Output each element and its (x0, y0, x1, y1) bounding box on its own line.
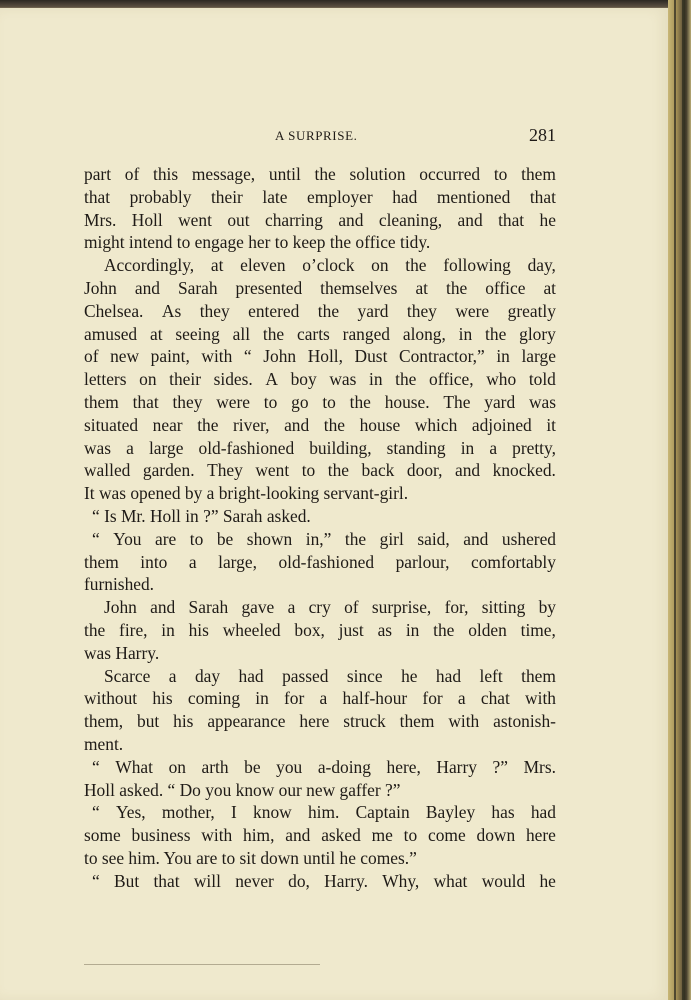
word: paint, (150, 346, 190, 367)
word: part (84, 164, 112, 184)
text-line: “ Is Mr. Holl in ?” Sarah asked. (92, 505, 311, 526)
word: him, (243, 825, 275, 846)
word: house (359, 414, 401, 435)
word: eleven (240, 255, 286, 276)
word: half-hour (342, 688, 408, 709)
word: and (454, 460, 481, 481)
word: the (485, 323, 507, 344)
word: Bayley (425, 802, 476, 823)
word: gave (241, 597, 275, 618)
word: he (539, 870, 556, 891)
word: ushered (501, 528, 556, 549)
word: a (126, 437, 134, 458)
word: was (84, 437, 112, 458)
word: to (403, 825, 418, 846)
word: that (498, 209, 525, 230)
word: a (489, 437, 498, 458)
text-line (84, 163, 556, 186)
word: standing (386, 437, 446, 458)
word: Scarce (104, 665, 151, 686)
word: walled (84, 460, 131, 481)
text-line (84, 596, 556, 619)
word: old-fashioned (278, 551, 375, 572)
word: at (415, 277, 428, 298)
word: never (235, 870, 274, 891)
word: cry (308, 597, 331, 618)
word: was (329, 369, 357, 390)
word: and (150, 597, 176, 618)
word: office, (429, 369, 474, 390)
word: in (368, 369, 383, 390)
word: Accordingly, (104, 255, 195, 276)
word: chat (480, 688, 510, 709)
word: had (435, 665, 462, 686)
word: new (110, 346, 140, 367)
word: since (346, 665, 383, 686)
word: his (188, 619, 209, 640)
word: and (457, 209, 483, 230)
word: to (263, 391, 278, 412)
word: them (399, 711, 435, 732)
word: pretty, (512, 437, 556, 458)
word: I (231, 802, 237, 823)
word: by (538, 597, 556, 618)
word: adjoined (471, 414, 532, 435)
word: occurred (419, 164, 481, 184)
word: them (84, 391, 119, 412)
word: o’clock (302, 255, 355, 276)
word: back (361, 460, 395, 481)
word: do, (288, 870, 310, 891)
word: large, (218, 551, 257, 572)
word: mentioned (436, 186, 511, 207)
word: what (433, 870, 468, 891)
word: and (285, 825, 311, 846)
word: garden. (142, 460, 195, 481)
text-line (84, 209, 556, 232)
word: in (496, 346, 510, 367)
word: sitting (481, 597, 526, 618)
word: late (262, 186, 288, 207)
word: they (406, 300, 437, 321)
word: sides. (213, 369, 253, 390)
word: the (197, 414, 219, 435)
word: astonish- (493, 711, 556, 732)
text-line: It was opened by a bright-looking servant-girl. (84, 483, 409, 504)
word: the (445, 277, 468, 298)
word: the (327, 460, 350, 481)
word: passed (282, 665, 329, 686)
word: that (529, 186, 556, 207)
text-line (84, 756, 556, 779)
word: that (84, 186, 111, 207)
word: a-doing (317, 756, 371, 777)
word: cleaning, (378, 209, 443, 230)
word: “ (92, 528, 100, 549)
word: in (255, 688, 269, 709)
word: A (265, 369, 278, 390)
text-line: was Harry. (84, 642, 160, 663)
word: What (115, 756, 153, 777)
word: “ (92, 802, 100, 823)
word: be (244, 756, 261, 777)
word: along, (402, 323, 446, 344)
word: glory (519, 323, 556, 344)
word: parlour, (395, 551, 450, 572)
word: fire, (119, 619, 148, 640)
word: a (287, 597, 296, 618)
word: John (263, 346, 297, 367)
word: Mrs. (84, 209, 117, 230)
word: “ (243, 346, 252, 367)
word: as (377, 619, 393, 640)
word: a (319, 688, 328, 709)
word: on (168, 756, 186, 777)
word: to (301, 460, 316, 481)
running-head: A SURPRISE. (275, 128, 358, 143)
word: for, (444, 597, 469, 618)
word: the (433, 619, 455, 640)
word: had (392, 186, 418, 207)
word: said, (417, 528, 450, 549)
word: went (178, 209, 212, 230)
text-line (84, 824, 556, 847)
word: with (448, 711, 480, 732)
word: they (199, 300, 230, 321)
word: Dust (354, 346, 388, 367)
word: were (455, 300, 490, 321)
book-page (0, 8, 668, 1000)
word: their (169, 369, 202, 390)
word: Chelsea. (84, 300, 144, 321)
word: them (521, 665, 556, 686)
word: at (210, 255, 224, 276)
word: olden (468, 619, 507, 640)
word: knocked. (492, 460, 556, 481)
word: here (299, 711, 330, 732)
word: wheeled (222, 619, 281, 640)
word: house. (384, 391, 430, 412)
word: and (284, 414, 310, 435)
text-line: Holl asked. “ Do you know our new gaffer ?” (84, 779, 401, 800)
word: carts (296, 323, 330, 344)
word: them (84, 551, 119, 572)
word: Why, (382, 870, 420, 891)
word: come (428, 825, 466, 846)
word: Holl, (307, 346, 343, 367)
word: all (232, 323, 251, 344)
word: Yes, (115, 802, 146, 823)
word: arth (201, 756, 229, 777)
word: in,” (305, 528, 332, 549)
word: appearance (207, 711, 286, 732)
text-line: to see him. You are to sit down until he comes.” (84, 847, 417, 868)
word: to (189, 528, 204, 549)
word: and (338, 209, 364, 230)
text-line: furnished. (84, 574, 155, 595)
text-line (84, 551, 556, 574)
word: had (238, 665, 264, 686)
word: in (161, 619, 175, 640)
word: the (323, 414, 346, 435)
text-line (84, 710, 556, 733)
word: his (152, 688, 173, 709)
text-line (84, 619, 556, 642)
text-line (84, 437, 556, 460)
word: day (194, 665, 221, 686)
word: on (139, 369, 157, 390)
word: building, (309, 437, 372, 458)
word: yard (484, 391, 516, 412)
word: the (84, 619, 106, 640)
text-line (84, 323, 556, 346)
word: ranged (342, 323, 390, 344)
text-line (84, 345, 556, 368)
word: a (457, 688, 466, 709)
text-line (84, 186, 556, 209)
word: struck (343, 711, 386, 732)
word: presented (235, 277, 303, 298)
text-line: might intend to engage her to keep the office tidy. (84, 232, 431, 253)
word: he (539, 209, 556, 230)
word: greatly (507, 300, 556, 321)
word: in (405, 619, 420, 640)
word: yard (357, 300, 389, 321)
text-line (84, 801, 556, 824)
word: in (458, 323, 473, 344)
word: are (155, 528, 177, 549)
text-line (84, 870, 556, 893)
word: of (344, 597, 359, 618)
word: Harry (436, 756, 477, 777)
word: you (276, 756, 303, 777)
word: Sarah (177, 277, 218, 298)
word: large (521, 346, 556, 367)
word: go (291, 391, 309, 412)
word: solution (349, 164, 406, 184)
word: me (371, 825, 393, 846)
word: for (284, 688, 305, 709)
word: boy (290, 369, 317, 390)
word: the (395, 369, 417, 390)
word: comfortably (470, 551, 556, 572)
word: but (137, 711, 160, 732)
word: told (528, 369, 556, 390)
word: just (338, 619, 364, 640)
word: for (422, 688, 443, 709)
word: who (486, 369, 517, 390)
body-text (84, 163, 556, 893)
word: that (132, 391, 159, 412)
word: Harry. (324, 870, 368, 891)
text-line (84, 391, 556, 414)
word: went (255, 460, 290, 481)
word: which (414, 414, 458, 435)
word: to (493, 164, 508, 184)
word: he (401, 665, 418, 686)
word: John (104, 597, 137, 618)
word: them (521, 164, 556, 184)
word: Contractor,” (399, 346, 485, 367)
word: without (84, 688, 138, 709)
word: at (543, 277, 556, 298)
word: will (193, 870, 221, 891)
word: a (168, 665, 177, 686)
word: business (131, 825, 191, 846)
text-line (84, 687, 556, 710)
book-spine (668, 0, 691, 1000)
word: ?” (492, 756, 508, 777)
word: surprise, (371, 597, 432, 618)
word: here (525, 825, 556, 846)
word: letters (84, 369, 127, 390)
word: they (172, 391, 203, 412)
word: charring (264, 209, 323, 230)
word: and (134, 277, 160, 298)
word: But (114, 870, 140, 891)
word: their (210, 186, 243, 207)
word: You (113, 528, 142, 549)
word: a (188, 551, 197, 572)
word: river, (233, 414, 270, 435)
word: message, (191, 164, 256, 184)
text-line (84, 277, 556, 300)
page-number: 281 (529, 125, 556, 145)
word: at (149, 323, 163, 344)
word: would (481, 870, 526, 891)
text-line (84, 528, 556, 551)
word: As (161, 300, 182, 321)
word: in (460, 437, 475, 458)
word: box, (294, 619, 325, 640)
word: near (152, 414, 183, 435)
text-line (84, 254, 556, 277)
word: of (124, 164, 140, 184)
word: the (349, 391, 371, 412)
text-line (84, 665, 556, 688)
word: left (479, 665, 503, 686)
word: here, (386, 756, 421, 777)
word: mother, (161, 802, 215, 823)
word: with (201, 346, 233, 367)
word: with (201, 825, 233, 846)
word: the (344, 528, 367, 549)
word: was (528, 391, 556, 412)
word: shown (246, 528, 293, 549)
word: has (491, 802, 515, 823)
word: “ (92, 756, 100, 777)
word: themselves (320, 277, 398, 298)
word: them, (84, 711, 124, 732)
word: girl (379, 528, 404, 549)
word: the (262, 323, 285, 344)
word: They (207, 460, 243, 481)
word: following (443, 255, 511, 276)
word: know (253, 802, 292, 823)
word: day, (527, 255, 556, 276)
page-header (84, 125, 556, 147)
word: large (148, 437, 184, 458)
word: him. (307, 802, 340, 823)
word: with (525, 688, 556, 709)
word: the (405, 255, 427, 276)
word: until (268, 164, 301, 184)
word: down (476, 825, 516, 846)
word: office (485, 277, 526, 298)
word: The (443, 391, 471, 412)
footer-rule (84, 964, 320, 965)
word: John (84, 277, 117, 298)
text-line (84, 368, 556, 391)
word: be (216, 528, 234, 549)
word: Mrs. (523, 756, 556, 777)
word: asked (321, 825, 361, 846)
word: had (530, 802, 556, 823)
word: employer (307, 186, 373, 207)
word: that (153, 870, 180, 891)
text-line (84, 300, 556, 323)
word: out (227, 209, 250, 230)
word: this (153, 164, 179, 184)
word: Sarah (188, 597, 229, 618)
word: to (322, 391, 336, 412)
word: seeing (175, 323, 220, 344)
word: Holl (131, 209, 163, 230)
word: some (84, 825, 121, 846)
word: situated (84, 414, 139, 435)
text-line (84, 414, 556, 437)
text-line: ment. (84, 733, 124, 754)
word: old-fashioned (198, 437, 295, 458)
word: probably (129, 186, 192, 207)
word: of (84, 346, 99, 367)
word: amused (84, 323, 138, 344)
word: time, (520, 619, 556, 640)
word: into (140, 551, 168, 572)
text-line (84, 459, 556, 482)
word: and (463, 528, 489, 549)
word: door, (406, 460, 443, 481)
word: coming (187, 688, 241, 709)
word: entered (248, 300, 300, 321)
word: the (314, 164, 336, 184)
word: his (173, 711, 194, 732)
word: the (317, 300, 340, 321)
word: “ (92, 870, 100, 891)
word: it (546, 414, 556, 435)
word: were (216, 391, 250, 412)
word: Captain (355, 802, 410, 823)
word: on (371, 255, 389, 276)
